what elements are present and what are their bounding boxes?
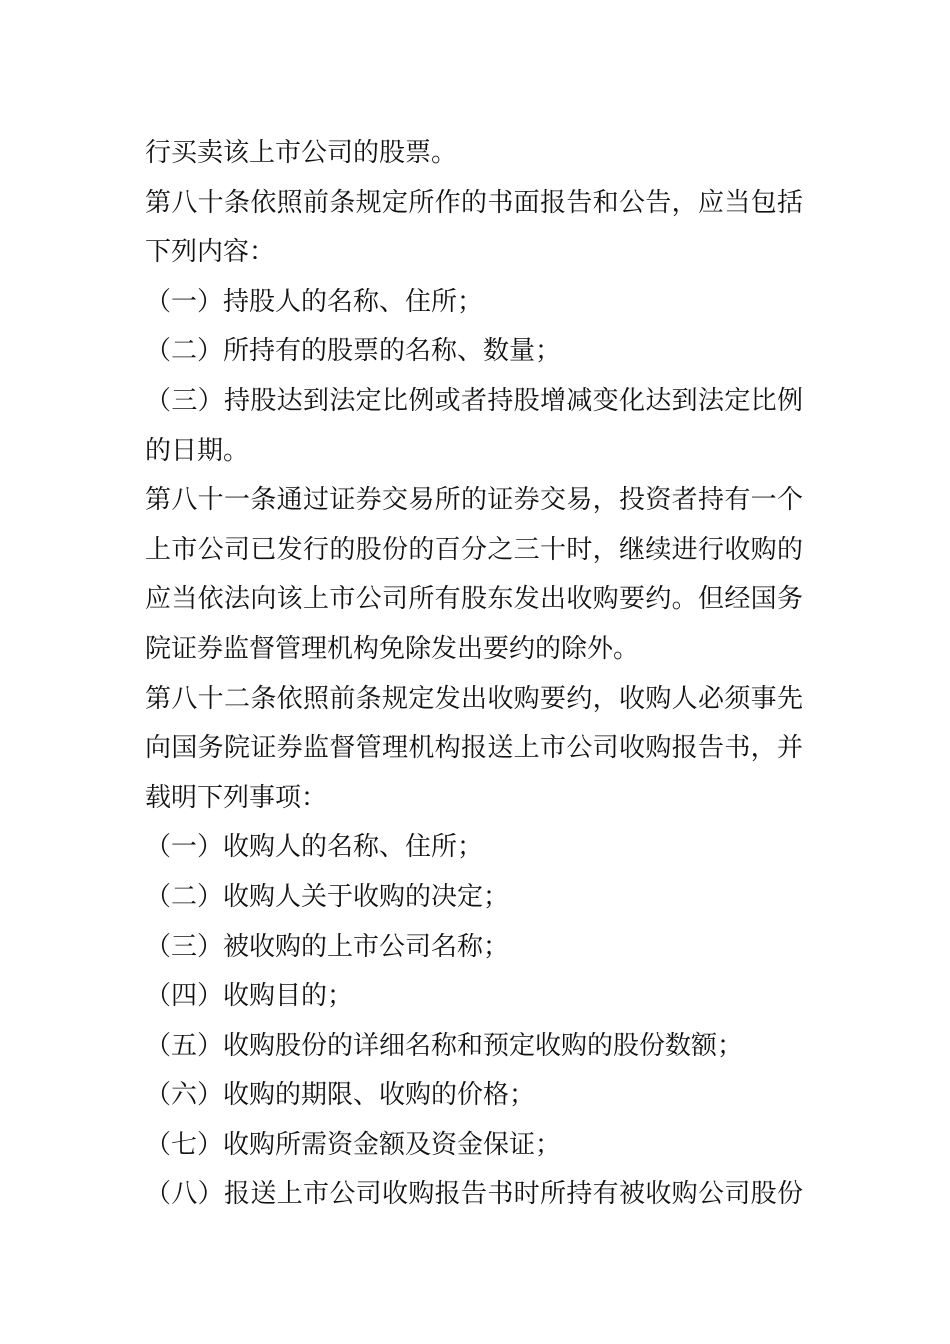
text-line: 上市公司已发行的股份的百分之三十时，继续进行收购的 (145, 534, 803, 565)
document-body (145, 129, 825, 1220)
text-line: 应当依法向该上市公司所有股东发出收购要约。但经国务 (145, 584, 803, 615)
article-82-heading-line: 第八十二条依照前条规定发出收购要约，收购人必须事先 (145, 683, 803, 714)
text-line: 行买卖该上市公司的股票。 (145, 138, 458, 168)
list-item: （四）收购目的； (145, 981, 354, 1012)
list-item: （一）收购人的名称、住所； (145, 832, 484, 863)
list-item: （五）收购股份的详细名称和预定收购的股份数额； (145, 1030, 744, 1061)
text-line: 下列内容： (145, 237, 276, 268)
text-line: 的日期。 (145, 435, 250, 466)
article-81-heading-line: 第八十一条通过证券交易所的证券交易，投资者持有一个 (145, 485, 803, 516)
list-item: （六）收购的期限、收购的价格； (145, 1080, 536, 1111)
list-item: （三）持股达到法定比例或者持股增减变化达到法定比例 (145, 385, 803, 416)
text-line: 向国务院证券监督管理机构报送上市公司收购报告书，并 (145, 733, 803, 764)
text-line: 院证券监督管理机构免除发出要约的除外。 (145, 633, 640, 664)
list-item: （八）报送上市公司收购报告书时所持有被收购公司股份 (145, 1179, 803, 1210)
list-item: （七）收购所需资金额及资金保证； (145, 1129, 562, 1160)
article-80-heading-line: 第八十条依照前条规定所作的书面报告和公告，应当包括 (145, 187, 803, 218)
list-item: （一）持股人的名称、住所； (145, 286, 484, 317)
list-item: （三）被收购的上市公司名称； (145, 931, 510, 962)
text-line: 载明下列事项： (145, 782, 328, 813)
list-item: （二）所持有的股票的名称、数量； (145, 336, 562, 367)
list-item: （二）收购人关于收购的决定； (145, 881, 510, 912)
